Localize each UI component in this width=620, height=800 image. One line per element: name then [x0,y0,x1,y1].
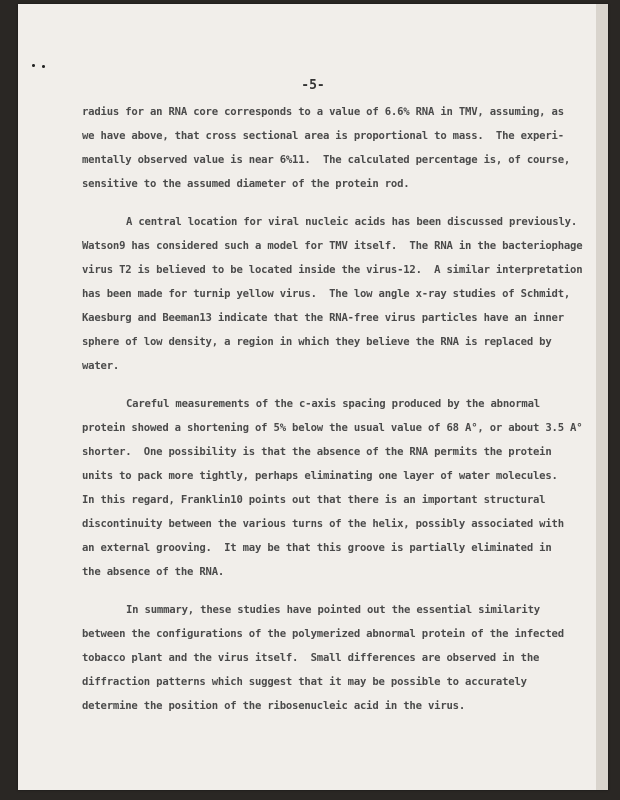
text-line: diffraction patterns which suggest that it may be possible to accurately [82,676,527,688]
text-line: protein showed a shortening of 5% below the usual value of 68 A°, or about 3.5 A° [82,422,583,434]
text-line: Careful measurements of the c-axis spacing produced by the abnormal [126,398,540,410]
text-line: water. [82,360,120,372]
text-line: units to pack more tightly, perhaps eliminating one layer of water molecules. [82,470,558,482]
paragraph [82,392,583,584]
document-page [18,4,608,790]
page-number: -5- [301,78,325,93]
text-line: determine the position of the ribosenucleic acid in the virus. [82,700,466,712]
text-line: between the configurations of the polymerized abnormal protein of the infected [82,628,564,640]
text-line: Watson9 has considered such a model for TMV itself. The RNA in the bacteriophage [82,240,583,252]
text-line: we have above, that cross sectional area is proportional to mass. The experi- [82,130,564,142]
text-line: Kaesburg and Beeman13 indicate that the RNA-free virus particles have an inner [82,312,564,324]
body-text [82,100,583,732]
text-line: an external grooving. It may be that this groove is partially eliminated in [82,542,552,554]
text-line: sensitive to the assumed diameter of the protein rod. [82,178,410,190]
text-line: tobacco plant and the virus itself. Small differences are observed in the [82,652,540,664]
text-line: shorter. One possibility is that the absence of the RNA permits the protein [82,446,552,458]
speck [42,65,45,68]
speck [32,64,35,67]
page-edge [596,4,608,790]
paragraph [82,598,568,718]
text-line: In summary, these studies have pointed out the essential similarity [126,604,540,616]
paragraph [82,210,583,378]
text-line: radius for an RNA core corresponds to a value of 6.6% RNA in TMV, assuming, as [82,106,564,118]
text-line: sphere of low density, a region in which they believe the RNA is replaced by [82,336,552,348]
text-line: virus T2 is believed to be located inside the virus-12. A similar interpretation [82,264,583,276]
text-line: mentally observed value is near 6%11. The calculated percentage is, of course, [82,154,571,166]
text-line: In this regard, Franklin10 points out that there is an important structural [82,494,546,506]
text-line: the absence of the RNA. [82,566,225,578]
text-line: A central location for viral nucleic acids has been discussed previously. [126,216,577,228]
text-line: discontinuity between the various turns of the helix, possibly associated with [82,518,564,530]
paragraph [82,100,571,196]
text-line: has been made for turnip yellow virus. The low angle x-ray studies of Schmidt, [82,288,571,300]
